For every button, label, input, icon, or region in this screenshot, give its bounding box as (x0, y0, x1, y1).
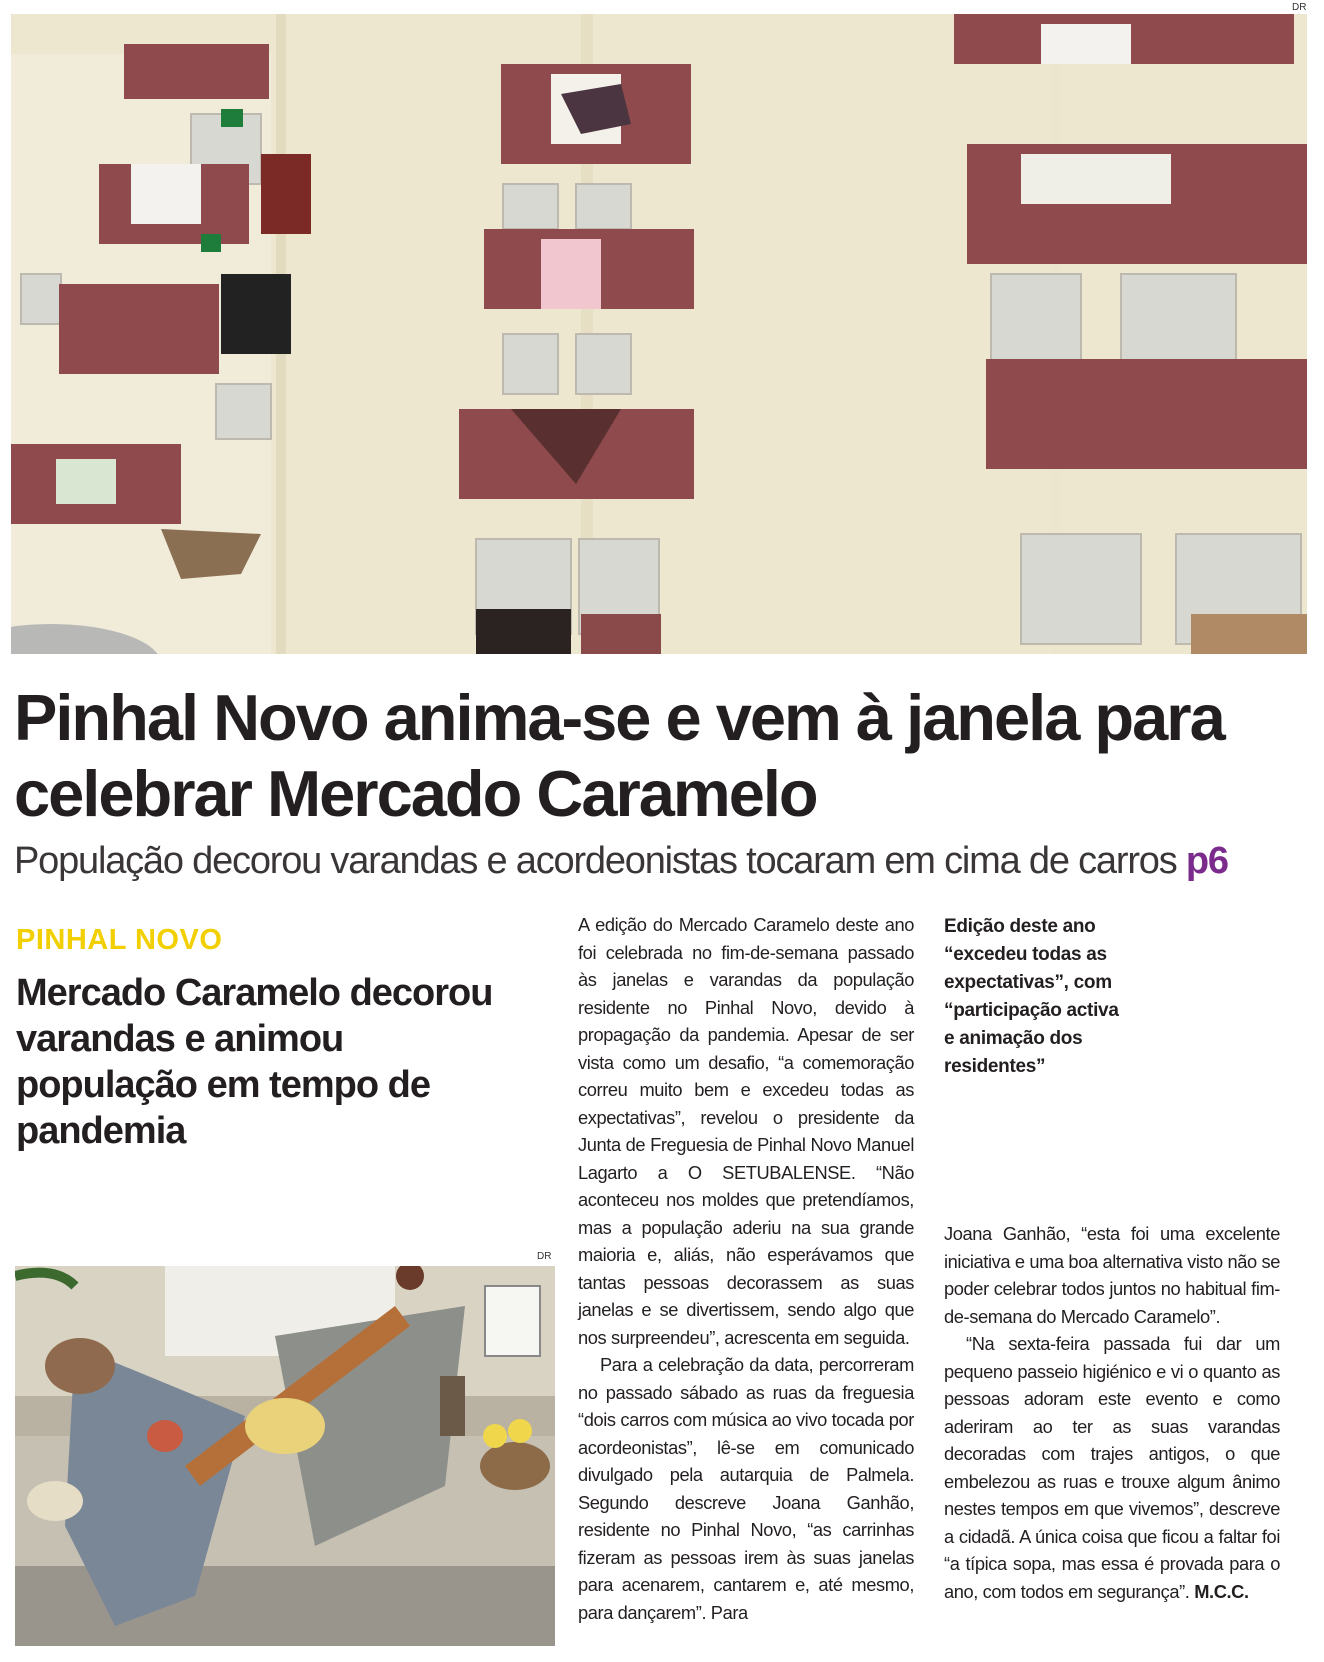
body-paragraph: Para a celebração da data, percorreram no passado sábado as ruas da freguesia “dois carros com música ao vivo tocada por acordeonistas”, lê-se em comunicado divulgado pela autarquia de Palmela. Segundo descreve Joana Ganhão, residente no Pinhal Novo, “as carrinhas fizeram as pessoas irem às suas janelas para acenarem, cantarem e, até mesmo, para dançarem”. Para (578, 1354, 914, 1623)
article-column-1 (578, 911, 914, 1626)
body-paragraph: Joana Ganhão, “esta foi uma excelente iniciativa e uma boa alternativa visto não se poder celebrar todos juntos no habitual fim-de-semana do Mercado Caramelo”. (944, 1223, 1280, 1327)
page-reference[interactable]: p6 (1185, 840, 1228, 882)
building-balconies-photo (11, 14, 1307, 654)
pull-quote: Edição deste ano “excedeu todas as expectativas”, com “participação activa e animação dos residentes” (944, 916, 1119, 1077)
secondary-headline: Mercado Caramelo decorou varandas e animou população em tempo de pandemia (16, 972, 493, 1152)
subheadline-text: População decorou varandas e acordeonistas tocaram em cima de carros (14, 840, 1177, 882)
photo-credit-bottom: DR (537, 1251, 552, 1262)
article-column-2 (944, 1220, 1280, 1605)
subheadline (14, 838, 1314, 884)
decorated-window-photo (15, 1266, 555, 1646)
body-paragraph-text: “Na sexta-feira passada fui dar um pequeno passeio higiénico e vi o quanto as pessoas adoram este evento e como aderiram ao ter as suas varandas decoradas com trajes antigos, o que embelezou as ruas e trouxe algum ânimo nestes tempos em que vivemos”, descreve a cidadã. A única coisa que ficou a faltar foi “a típica sopa, mas essa é provada para o ano, com todos em segurança”. (944, 1333, 1280, 1602)
body-paragraph-final (944, 1330, 1280, 1605)
section-kicker: PINHAL NOVO (16, 924, 223, 956)
body-paragraph: A edição do Mercado Caramelo deste ano foi celebrada no fim-de-semana passado às janelas e varandas da população residente no Pinhal Novo, devido à propagação da pandemia. Apesar de ser vista como um desafio, “a comemoração correu muito bem e excedeu todas as expectativas”, revelou o presidente da Junta de Freguesia de Pinhal Novo Manuel Lagarto a O SETUBALENSE. “Não aconteceu nos moldes que pretendíamos, mas a população aderiu na sua grande maioria e, aliás, não esperávamos que tantas pessoas decorassem as suas janelas e se divertissem, sendo algo que nos surpreendeu”, acrescenta em seguida. (578, 914, 914, 1348)
photo-credit-top: DR (1292, 2, 1307, 13)
author-signature: M.C.C. (1194, 1580, 1249, 1602)
main-headline: Pinhal Novo anima-se e vem à janela para celebrar Mercado Caramelo (14, 681, 1224, 830)
